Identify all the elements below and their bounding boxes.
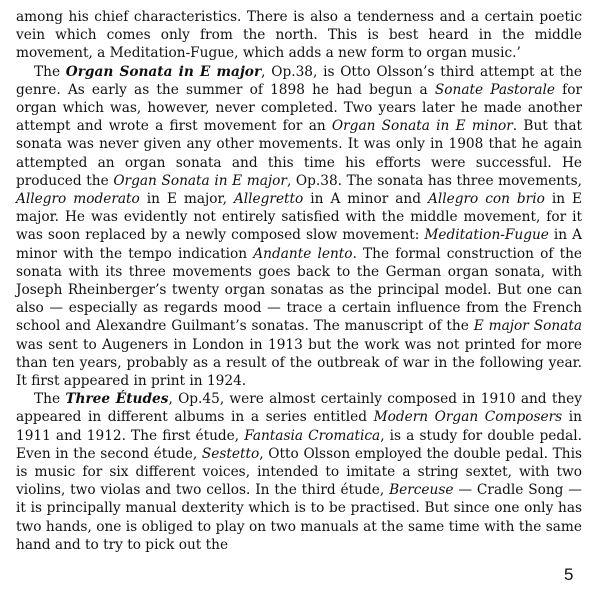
text-run: in E major. He was evidently not entirely satisfied with the middle movement, for it was soon replaced by a newly composed slow movement: xyxy=(16,191,582,244)
paragraph xyxy=(16,390,582,554)
emphasized-text: Three Études xyxy=(65,391,169,408)
emphasized-text: E major Sonata xyxy=(473,318,582,335)
text-run: for organ which was, however, never completed. Two years later he made another attempt and wrote a first movement for an xyxy=(16,81,582,135)
text-run: in 1911 and 1912. The first étude, xyxy=(16,409,582,444)
body-text xyxy=(16,8,582,554)
paragraph xyxy=(16,8,582,63)
text-run: in A minor with the tempo indication xyxy=(16,227,582,262)
emphasized-text: Fantasia Cromatica xyxy=(244,427,381,444)
emphasized-text: Meditation-Fugue xyxy=(424,227,549,244)
text-run: , Otto Olsson employed the double pedal. This is music for six different voices, intended to imitate a string sextet, with two violins, two violas and two cellos. In the third étude, xyxy=(16,445,582,499)
emphasized-text: Organ Sonata in E major xyxy=(65,63,262,80)
text-run: . But that sonata was never given any other movements. It was only in 1908 that he again attempted an organ sonata and this time his efforts were successful. He produced the xyxy=(16,118,582,189)
text-run: , is a study for double pedal. Even in the second étude, xyxy=(16,427,582,462)
emphasized-text: Modern Organ Composers xyxy=(373,409,563,426)
text-run: , Op.45, were almost certainly composed in 1910 and they appeared in different albums in a series entitled xyxy=(16,391,582,426)
emphasized-text: Organ Sonata in E minor xyxy=(331,118,513,135)
text-run: among his chief characteristics. There is also a tenderness and a certain poetic vein which comes only from the north. This is best heard in the middle movement, a Meditation-Fugue, which adds a new form to organ music.’ xyxy=(16,9,582,62)
text-run: in E major, xyxy=(139,191,234,208)
text-run: in A minor and xyxy=(303,191,428,208)
emphasized-text: Organ Sonata in E major xyxy=(113,172,287,189)
text-run: was sent to Augeners in London in 1913 but the work was not printed for more than ten years, probably as a result of the outbreak of war in the following year. It first appeared in print in 1924. xyxy=(16,336,582,390)
emphasized-text: Allegretto xyxy=(233,191,304,208)
emphasized-text: Sestetto xyxy=(201,445,260,462)
text-run: — Cradle Song — it is principally manual dexterity which is to be practised. But since one only has two hands, one is obliged to play on two manuals at the same time with the same hand and to try to pick out the xyxy=(16,482,582,553)
emphasized-text: Sonate Pastorale xyxy=(434,81,555,98)
emphasized-text: Berceuse xyxy=(389,482,454,499)
emphasized-text: Andante lento xyxy=(253,245,353,262)
text-run: , Op.38. The sonata has three movements, xyxy=(286,172,582,189)
text-run: . The formal construction of the sonata with its three movements goes back to the German organ sonata, with Joseph Rheinberger’s twenty organ sonatas as the principal model. But one can also — especially as regards mood — trace a certain influence from the French school and Alexandre Guilmant’s sonatas. The manuscript of the xyxy=(16,245,582,335)
text-run: , Op.38, is Otto Olsson’s third attempt at the genre. As early as the summer of 1898 he had begun a xyxy=(16,63,582,98)
emphasized-text: Allegro con brio xyxy=(427,191,545,208)
paragraph xyxy=(16,63,582,391)
text-run: The xyxy=(34,391,66,408)
emphasized-text: Allegro moderato xyxy=(16,191,140,208)
text-run: The xyxy=(34,63,66,80)
page-number: 5 xyxy=(564,565,574,584)
